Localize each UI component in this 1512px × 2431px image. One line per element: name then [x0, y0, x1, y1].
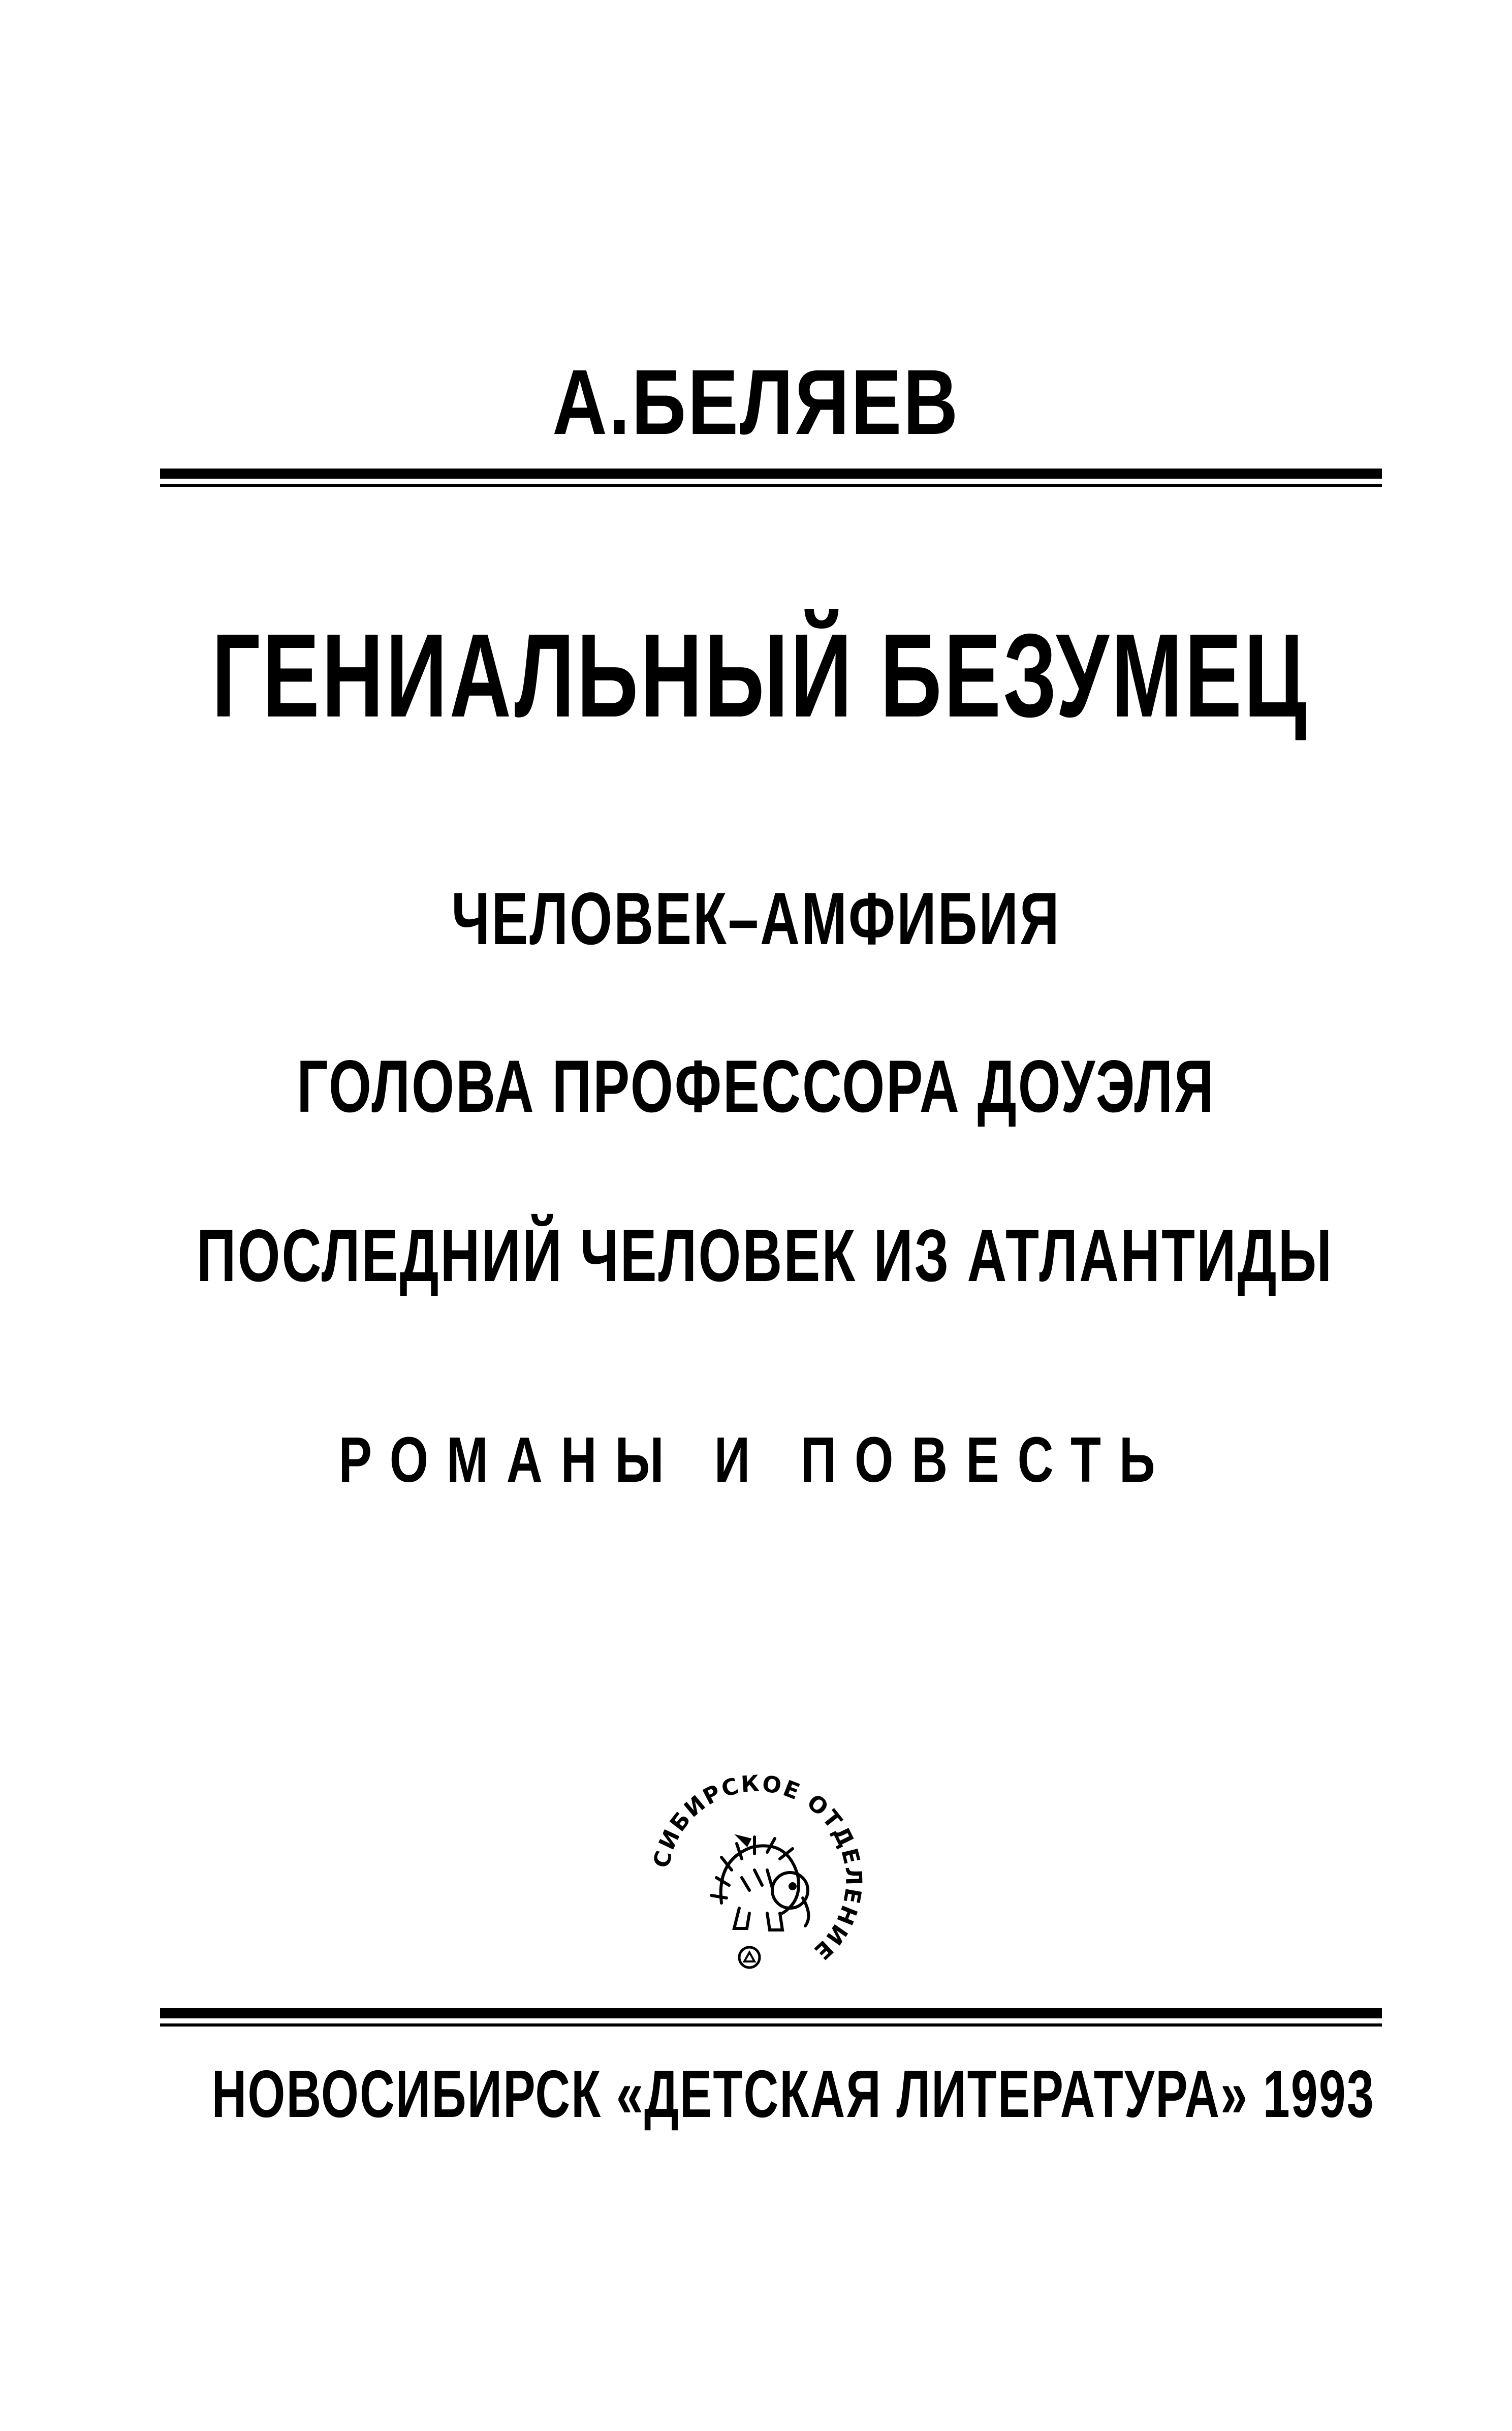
work-title-2: ГОЛОВА ПРОФЕССОРА ДОУЭЛЯ: [297, 1045, 1215, 1128]
bottom-double-rule: [160, 2008, 1382, 2027]
publisher-logo: [645, 1768, 869, 1992]
work-title-3: ПОСЛЕДНИЙ ЧЕЛОВЕК ИЗ АТЛАНТИДЫ: [196, 1214, 1334, 1297]
elephant-publisher-emblem-icon: [645, 1768, 869, 1992]
logo-ring-text: СИБИРСКОЕ ОТДЕЛЕНИЕ: [648, 1770, 867, 1966]
genre-label: РОМАНЫ И ПОВЕСТЬ: [338, 1424, 1174, 1495]
top-double-rule: [160, 469, 1382, 487]
svg-text:СИБИРСКОЕ ОТДЕЛЕНИЕ: [649, 1770, 867, 1966]
book-title: ГЕНИАЛЬНЫЙ БЕЗУМЕЦ: [211, 609, 1309, 742]
author-name: А.БЕЛЯЕВ: [552, 350, 960, 454]
work-title-1: ЧЕЛОВЕК–АМФИБИЯ: [451, 877, 1061, 960]
publisher-imprint: НОВОСИБИРСК «ДЕТСКАЯ ЛИТЕРАТУРА» 1993: [211, 2056, 1375, 2131]
